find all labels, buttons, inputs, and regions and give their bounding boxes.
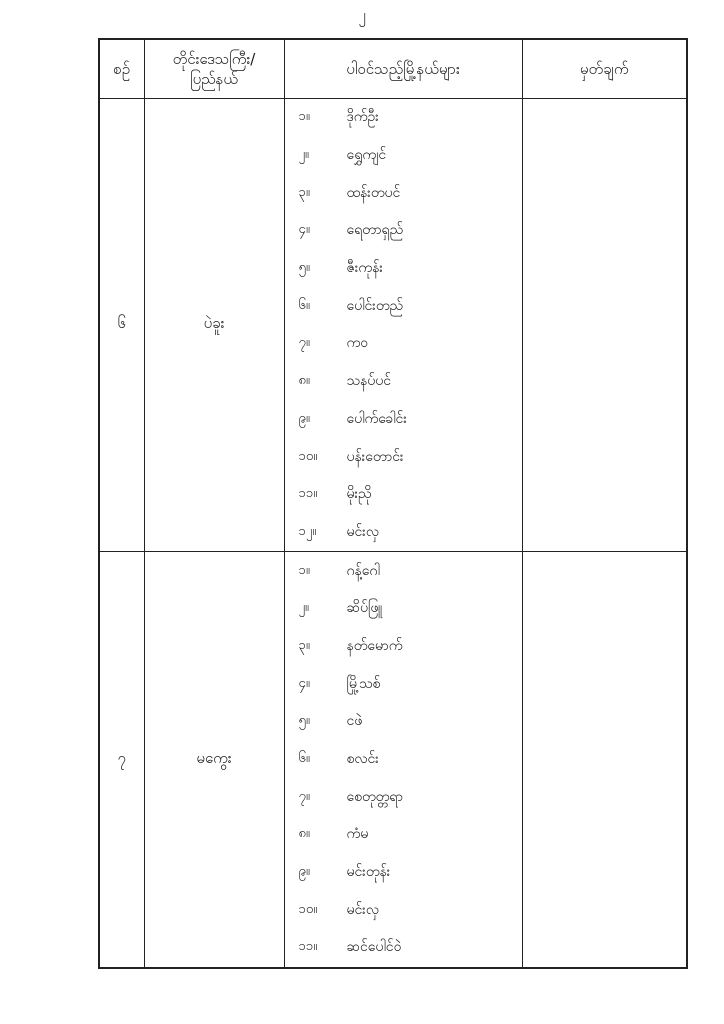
township-name: ဇီးကုန်း [346,260,383,277]
township-name: ဒိုက်ဦး [346,109,379,126]
township-number: ၁။ [298,562,310,578]
township-number: ၈။ [298,373,310,389]
list-item [285,741,522,779]
township-number: ၄။ [298,675,310,691]
list-item [285,174,522,212]
township-number: ၇။ [298,335,310,351]
township-name: ဆိပ်ဖြူ [346,600,383,617]
township-name: ဂန့်ဂေါ [346,562,380,579]
township-number: ၈။ [298,826,310,842]
page-number: ၂ [358,6,366,24]
township-number: ၉။ [298,864,310,880]
list-item [285,438,522,476]
township-name: ရွှေကျင် [346,147,387,164]
township-number: ၇။ [298,788,310,804]
list-item [285,628,522,666]
township-name: စေတုတ္တရာ [346,788,404,805]
header-state-line2: ပြည်နယ် [190,70,238,88]
township-name: မင်းလှ [346,523,379,540]
state-name: မကွေး [144,552,284,968]
township-name: နတ်မောက် [346,637,403,654]
remarks-cell [522,99,687,552]
list-item [285,250,522,288]
township-number: ၆။ [298,297,310,313]
list-item [285,929,522,967]
township-name: ပေါင်းတည် [346,297,403,314]
township-name: ပန်းတောင်း [346,448,404,465]
township-name: မြို့သစ် [346,675,381,692]
township-list [285,99,522,551]
township-name: ပေါက်ခေါင်း [346,410,407,427]
list-item [285,401,522,439]
list-item [285,665,522,703]
list-item [285,778,522,816]
township-number: ၁၂။ [298,523,317,539]
township-name: ကံမ [346,826,369,843]
list-item [285,212,522,250]
list-item [285,552,522,590]
township-number: ၁၀။ [298,901,318,917]
township-number: ၅။ [298,713,310,729]
list-item [285,891,522,929]
list-item [285,514,522,552]
township-number: ၃။ [298,637,310,653]
list-item [285,325,522,363]
township-name: မင်းလှ [346,901,379,918]
township-name: မင်းတုန်း [346,864,391,881]
township-number: ၃။ [298,184,310,200]
townships-table [98,38,688,969]
row-number: ၇ [99,552,144,968]
list-item [285,476,522,514]
remarks-cell [522,552,687,968]
township-number: ၁၁။ [298,939,318,955]
table-row [99,99,687,552]
township-name: ထန်းတပင် [346,184,401,201]
township-number: ၁။ [298,109,310,125]
township-list [285,552,522,967]
state-name: ပဲခူး [144,99,284,552]
list-item [285,99,522,137]
township-number: ၉။ [298,410,310,426]
header-towns: ပါဝင်သည့်မြို့နယ်များ [284,39,522,99]
row-number: ၆ [99,99,144,552]
township-number: ၂။ [298,600,309,616]
list-item [285,287,522,325]
township-name: သနပ်ပင် [346,373,392,390]
header-state-line1: တိုင်းဒေသကြီး/ [172,50,256,68]
township-name: မိုးညို [346,486,372,503]
table-row [99,552,687,968]
township-name: ကဝ [346,335,369,352]
header-no: စဉ် [99,39,144,99]
township-name: ရေတာရှည် [346,222,404,239]
township-list-cell [284,552,522,968]
township-number: ၆။ [298,751,310,767]
township-name: စလင်း [346,751,379,768]
list-item [285,703,522,741]
table-header-row [99,39,687,99]
header-state [144,39,284,99]
list-item [285,137,522,175]
list-item [285,816,522,854]
township-number: ၅။ [298,260,310,276]
township-list-cell [284,99,522,552]
header-remarks: မှတ်ချက် [522,39,687,99]
township-name: ငဖဲ [346,713,363,730]
township-number: ၁၀။ [298,448,318,464]
township-name: ဆင်ပေါင်ဝဲ [346,939,402,956]
list-item [285,854,522,892]
list-item [285,363,522,401]
township-number: ၁၁။ [298,486,318,502]
list-item [285,590,522,628]
township-number: ၂။ [298,147,309,163]
township-number: ၄။ [298,222,310,238]
